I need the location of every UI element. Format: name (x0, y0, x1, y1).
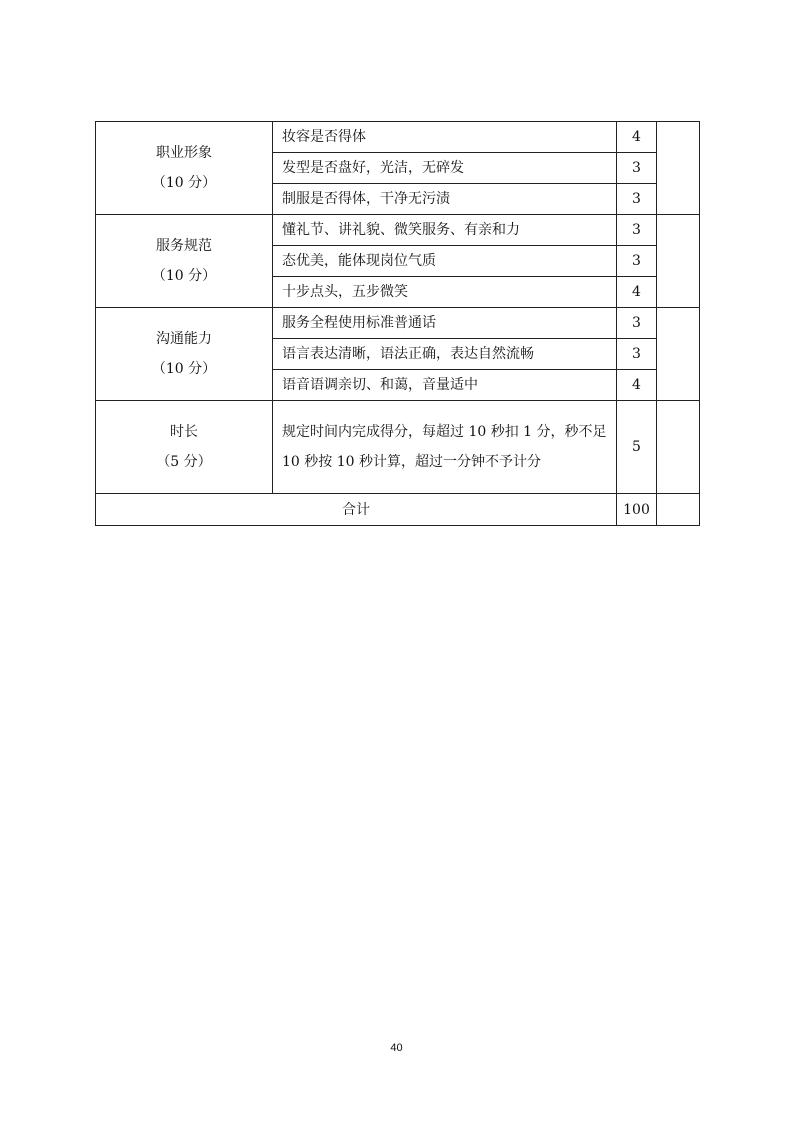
category-name: 时长 (170, 424, 198, 440)
category-name: 职业形象 (156, 145, 212, 161)
actual-score-cell (657, 215, 700, 308)
total-score: 100 (617, 494, 657, 526)
criterion-text: 规定时间内完成得分，每超过 10 秒扣 1 分，秒不足 10 秒按 10 秒计算，超过一分钟不予计分 (273, 401, 617, 494)
criterion-score: 3 (617, 215, 657, 246)
category-cell (96, 308, 273, 401)
criterion-text: 语言表达清晰，语法正确，表达自然流畅 (273, 339, 617, 370)
scoring-table (95, 121, 700, 526)
criterion-text: 制服是否得体，干净无污渍 (273, 184, 617, 215)
criterion-score: 4 (617, 122, 657, 153)
actual-score-cell (657, 122, 700, 215)
criterion-text: 态优美，能体现岗位气质 (273, 246, 617, 277)
total-label: 合计 (96, 494, 617, 526)
criterion-text: 语音语调亲切、和蔼，音量适中 (273, 370, 617, 401)
table-row (96, 401, 700, 494)
criterion-text: 十步点头，五步微笑 (273, 277, 617, 308)
criterion-text: 服务全程使用标准普通话 (273, 308, 617, 339)
criterion-score: 3 (617, 246, 657, 277)
criterion-text: 发型是否盘好，光洁，无碎发 (273, 153, 617, 184)
actual-score-cell (657, 308, 700, 401)
criterion-score: 3 (617, 184, 657, 215)
category-points: （10 分） (151, 175, 217, 191)
criterion-score: 4 (617, 370, 657, 401)
criterion-text: 妆容是否得体 (273, 122, 617, 153)
total-actual-cell (657, 494, 700, 526)
category-points: （10 分） (151, 361, 217, 377)
criterion-score: 3 (617, 308, 657, 339)
criterion-score: 3 (617, 339, 657, 370)
category-cell (96, 401, 273, 494)
category-cell (96, 122, 273, 215)
criterion-text: 懂礼节、讲礼貌、微笑服务、有亲和力 (273, 215, 617, 246)
page-number: 40 (390, 1042, 403, 1054)
category-cell (96, 215, 273, 308)
table-row (96, 122, 700, 153)
category-points: （5 分） (156, 454, 212, 470)
criterion-score: 5 (617, 401, 657, 494)
category-name: 沟通能力 (156, 331, 212, 347)
table-row (96, 308, 700, 339)
actual-score-cell (657, 401, 700, 494)
criterion-score: 3 (617, 153, 657, 184)
criterion-score: 4 (617, 277, 657, 308)
table-row (96, 215, 700, 246)
category-name: 服务规范 (156, 238, 212, 254)
category-points: （10 分） (151, 268, 217, 284)
total-row (96, 494, 700, 526)
